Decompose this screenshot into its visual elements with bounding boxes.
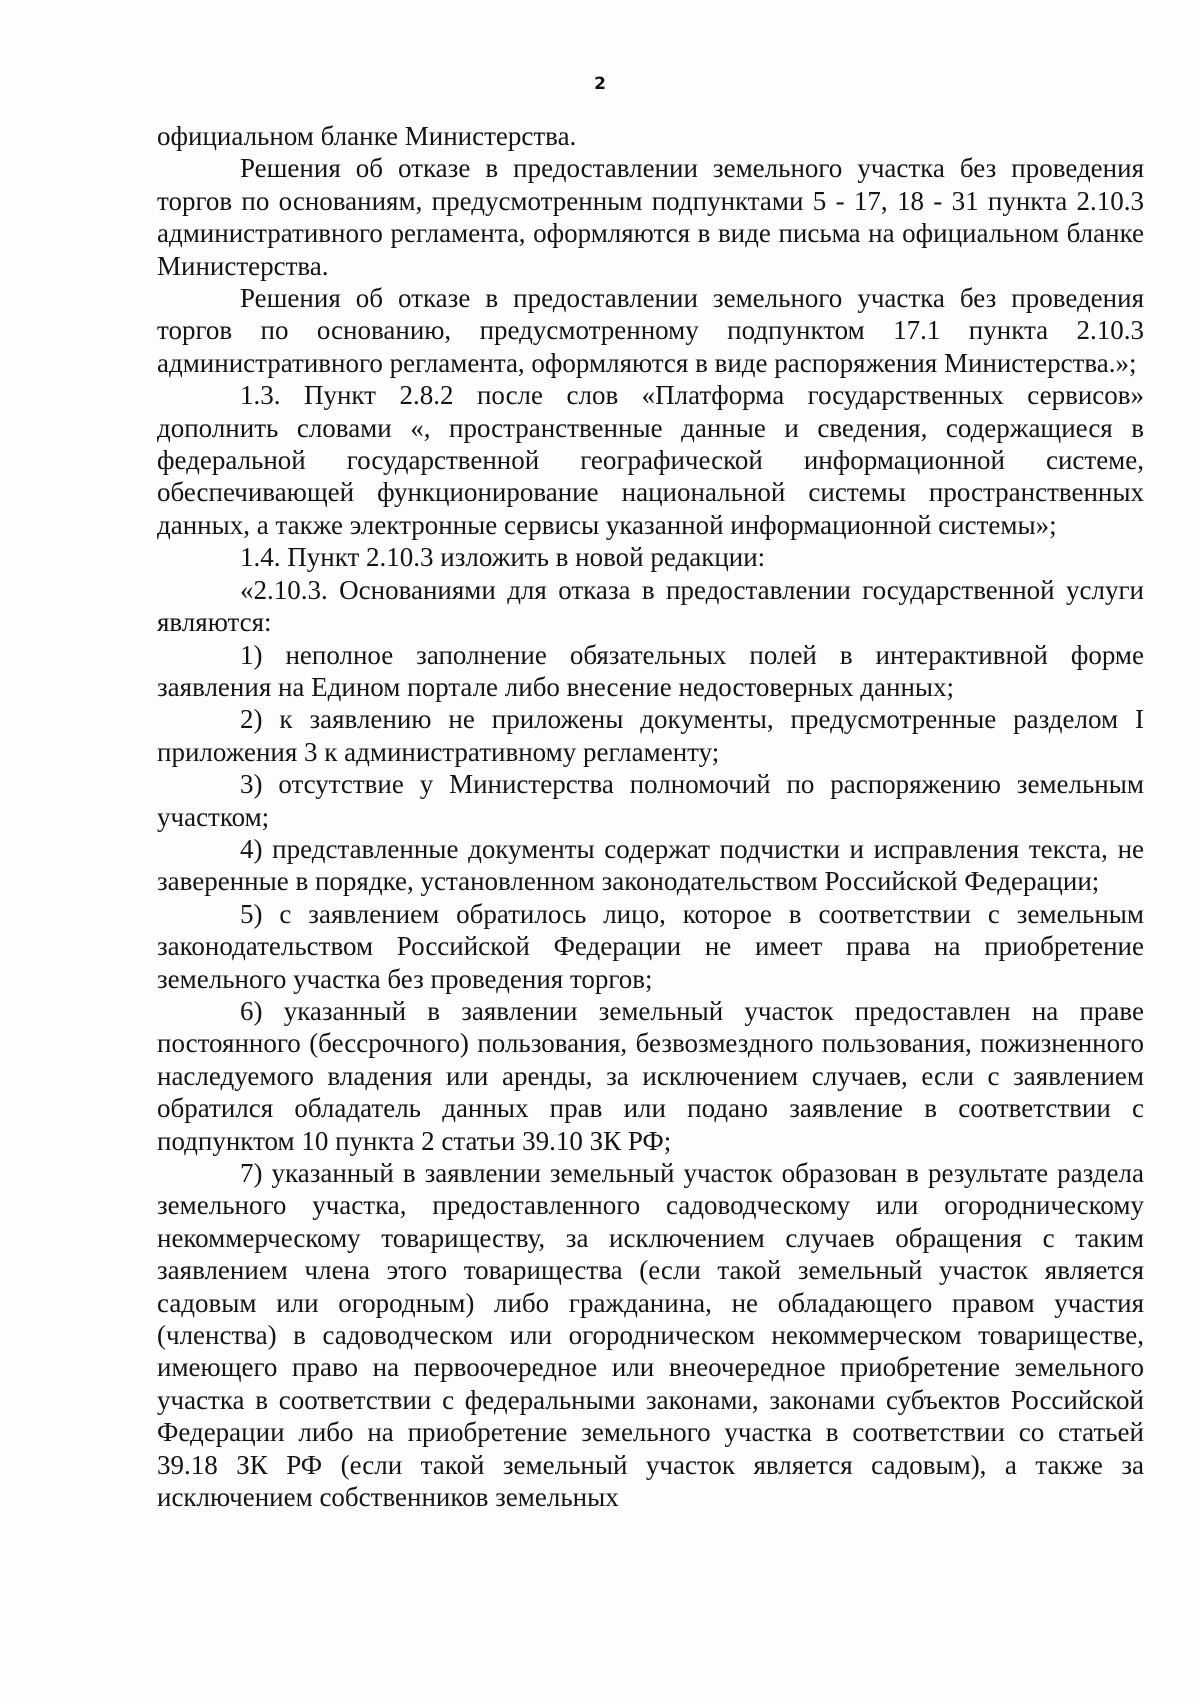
- page-number: 2: [594, 74, 606, 94]
- paragraph-continuation: официальном бланке Министерства.: [157, 121, 577, 151]
- list-item: 5) с заявлением обратилось лицо, которое в соответствии с земельным законодательством Российской Федерации не имеет права на приобретение земельного участка без проведения торгов;: [157, 898, 1144, 994]
- list-item: 3) отсутствие у Министерства полномочий по распоряжению земельным участком;: [157, 769, 1144, 832]
- list-item: 6) указанный в заявлении земельный участок предоставлен на праве постоянного (бессрочного) пользования, безвозмездного пользования, пожизненного наследуемого владения или аренды, за исключением случаев, если с заявлением обратился обладатель данных прав или подано заявление в соответствии с подпунктом 10 пункта 2 статьи 39.10 ЗК РФ;: [157, 995, 1144, 1156]
- paragraph: Решения об отказе в предоставлении земельного участка без проведения торгов по основанию, предусмотренному подпунктом 17.1 пункта 2.10.3 административного регламента, оформляются в виде распоряжения Министерства.»;: [157, 283, 1144, 378]
- paragraph: Решения об отказе в предоставлении земельного участка без проведения торгов по основаниям, предусмотренным подпунктами 5 - 17, 18 - 31 пункта 2.10.3 административного регламента, оформляются в виде письма на официальном бланке Министерства.: [157, 153, 1144, 281]
- paragraph: 1.4. Пункт 2.10.3 изложить в новой редакции:: [240, 542, 766, 573]
- list-item: 7) указанный в заявлении земельный участок образован в результате раздела земельного участка, предоставленного садоводческому или огородническому некоммерческому товариществу, за исключением случаев обращения с таким заявлением члена этого товарищества (если такой земельный участок является садовым или огородным) либо гражданина, не обладающего правом участия (членства) в садоводческом или огородническом некоммерческом товариществе, имеющего право на первоочередное или внеочередное приобретение земельного участка в соответствии с федеральными законами, законами субъектов Российской Федерации либо на приобретение земельного участка в соответствии со статьей 39.18 ЗК РФ (если такой земельный участок является садовым), а также за исключением собственников земельных: [157, 1158, 1144, 1513]
- paragraph: «2.10.3. Основаниями для отказа в предоставлении государственной услуги являются:: [157, 574, 1144, 638]
- document-body: [157, 120, 1144, 1513]
- paragraph: 1.3. Пункт 2.8.2 после слов «Платформа государственных сервисов» дополнить словами «, пространственные данные и сведения, содержащиеся в федеральной государственной географической информационной системе, обеспечивающей функционирование национальной системы пространственных данных, а также электронные сервисы указанной информационной системы»;: [157, 380, 1144, 540]
- list-item: 4) представленные документы содержат подчистки и исправления текста, не заверенные в порядке, установленном законодательством Российской Федерации;: [157, 833, 1144, 897]
- list-item: 2) к заявлению не приложены документы, предусмотренные разделом I приложения 3 к административному регламенту;: [157, 704, 1144, 767]
- list-item: 1) неполное заполнение обязательных полей в интерактивной форме заявления на Едином портале либо внесение недостоверных данных;: [157, 639, 1144, 702]
